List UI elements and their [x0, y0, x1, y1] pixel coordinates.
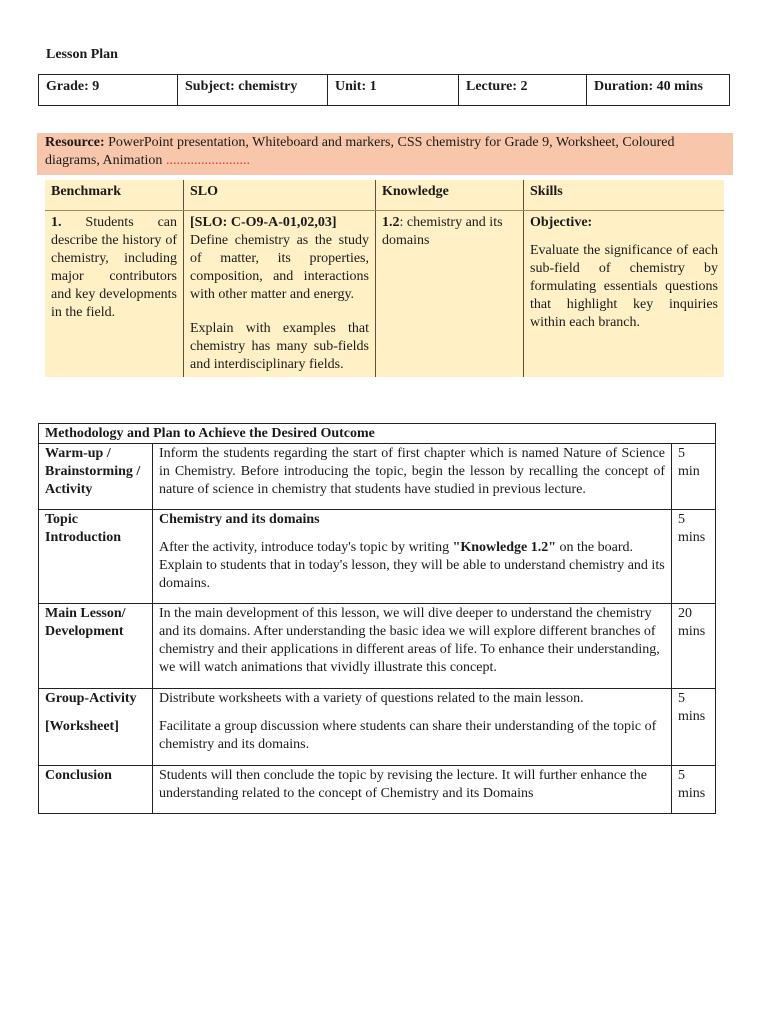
benchmark-header-row: [45, 180, 724, 211]
document-title: Lesson Plan: [46, 47, 118, 62]
unit-cell: Unit: 1: [328, 75, 459, 106]
conclusion-row: [39, 766, 716, 814]
lesson-info-row: [39, 75, 730, 106]
slo-text-explain: Explain with examples that chemistry has many sub-fields and interdisciplinary fields.: [190, 321, 369, 372]
methodology-table: [38, 423, 716, 814]
slo-header: SLO: [184, 180, 376, 211]
slo-spacer: [190, 304, 369, 320]
topic-intro-spacer: [159, 529, 665, 539]
methodology-header: Methodology and Plan to Achieve the Desired Outcome: [39, 424, 716, 444]
lecture-cell: Lecture: 2: [459, 75, 587, 106]
skills-cell: [524, 211, 725, 378]
methodology-header-row: [39, 424, 716, 444]
group-activity-spacer: [45, 708, 146, 718]
group-activity-worksheet: [Worksheet]: [45, 719, 119, 734]
main-lesson-row: [39, 604, 716, 689]
slo-text-define: Define chemistry as the study of matter, its properties, composition, and interactions with other matter and energy.: [190, 233, 369, 302]
conclusion-time: 5 mins: [672, 766, 716, 814]
main-lesson-stage: Main Lesson/ Development: [39, 604, 153, 689]
warmup-row: [39, 444, 716, 510]
benchmark-text: Students can describe the history of chemistry, including major contributors and key developments in the field.: [51, 215, 177, 320]
group-activity-row: [39, 689, 716, 766]
resource-dots: ........................: [165, 153, 250, 168]
duration-cell: Duration: 40 mins: [587, 75, 730, 106]
topic-intro-cell: [153, 510, 672, 604]
benchmark-table: [45, 180, 724, 377]
main-lesson-text: In the main development of this lesson, we will dive deeper to understand the chemistry and its domains. After understanding the basic idea we will explore different branches of chemistry and their applications in different areas of life. To enhance their understanding, we will watch animations that vividly illustrate this concept.: [153, 604, 672, 689]
topic-intro-text-a: After the activity, introduce today's topic by writing: [159, 540, 453, 555]
benchmark-number: 1.: [51, 215, 62, 230]
group-activity-cell: [153, 689, 672, 766]
benchmark-header: Benchmark: [45, 180, 184, 211]
group-activity-text2: Facilitate a group discussion where students can share their understanding of the topic of chemistry and its domains.: [159, 719, 657, 752]
skills-objective-text: Evaluate the significance of each sub-field of chemistry by formulating essentials questions that highlight key inquiries within each branch.: [530, 243, 718, 330]
group-activity-text1: Distribute worksheets with a variety of questions related to the main lesson.: [159, 691, 584, 706]
knowledge-number: 1.2: [382, 215, 400, 230]
benchmark-row: [45, 211, 724, 378]
skills-spacer: [530, 232, 718, 242]
knowledge-text: : chemistry and its domains: [382, 215, 503, 248]
resource-box: [37, 133, 733, 175]
topic-intro-text-c: on the board. Explain to students that in today's lesson, they will be able to understand chemistry and its domains.: [159, 540, 665, 591]
group-activity-text-spacer: [159, 708, 665, 718]
lesson-info-table: [38, 74, 730, 106]
topic-intro-title: Chemistry and its domains: [159, 512, 320, 527]
conclusion-stage: Conclusion: [39, 766, 153, 814]
topic-intro-text: [159, 539, 665, 593]
warmup-time: 5 min: [672, 444, 716, 510]
topic-intro-stage: Topic Introduction: [39, 510, 153, 604]
conclusion-text: Students will then conclude the topic by revising the lecture. It will further enhance the understanding related to the concept of Chemistry and its Domains: [153, 766, 672, 814]
topic-intro-row: [39, 510, 716, 604]
topic-intro-knowledge: "Knowledge 1.2": [452, 540, 557, 555]
knowledge-header: Knowledge: [376, 180, 524, 211]
resource-label: Resource:: [45, 135, 105, 150]
grade-cell: Grade: 9: [39, 75, 178, 106]
group-activity-stage: Group-Activity: [45, 691, 137, 706]
benchmark-cell: [45, 211, 184, 378]
subject-cell: Subject: chemistry: [178, 75, 328, 106]
topic-intro-time: 5 mins: [672, 510, 716, 604]
skills-objective-label: Objective:: [530, 215, 593, 230]
warmup-text: Inform the students regarding the start of first chapter which is named Nature of Science in Chemistry. Before introducing the topic, begin the lesson by recalling the concept of nature of science in chemistry that students have studied in previous lecture.: [153, 444, 672, 510]
knowledge-cell: [376, 211, 524, 378]
main-lesson-time: 20 mins: [672, 604, 716, 689]
slo-cell: [184, 211, 376, 378]
group-activity-stage-cell: [39, 689, 153, 766]
skills-header: Skills: [524, 180, 725, 211]
slo-code: [SLO: C-O9-A-01,02,03]: [190, 215, 337, 230]
resource-text: PowerPoint presentation, Whiteboard and markers, CSS chemistry for Grade 9, Worksheet, Coloured diagrams, Animation: [45, 135, 675, 168]
group-activity-time: 5 mins: [672, 689, 716, 766]
warmup-stage: Warm-up / Brainstorming / Activity: [39, 444, 153, 510]
